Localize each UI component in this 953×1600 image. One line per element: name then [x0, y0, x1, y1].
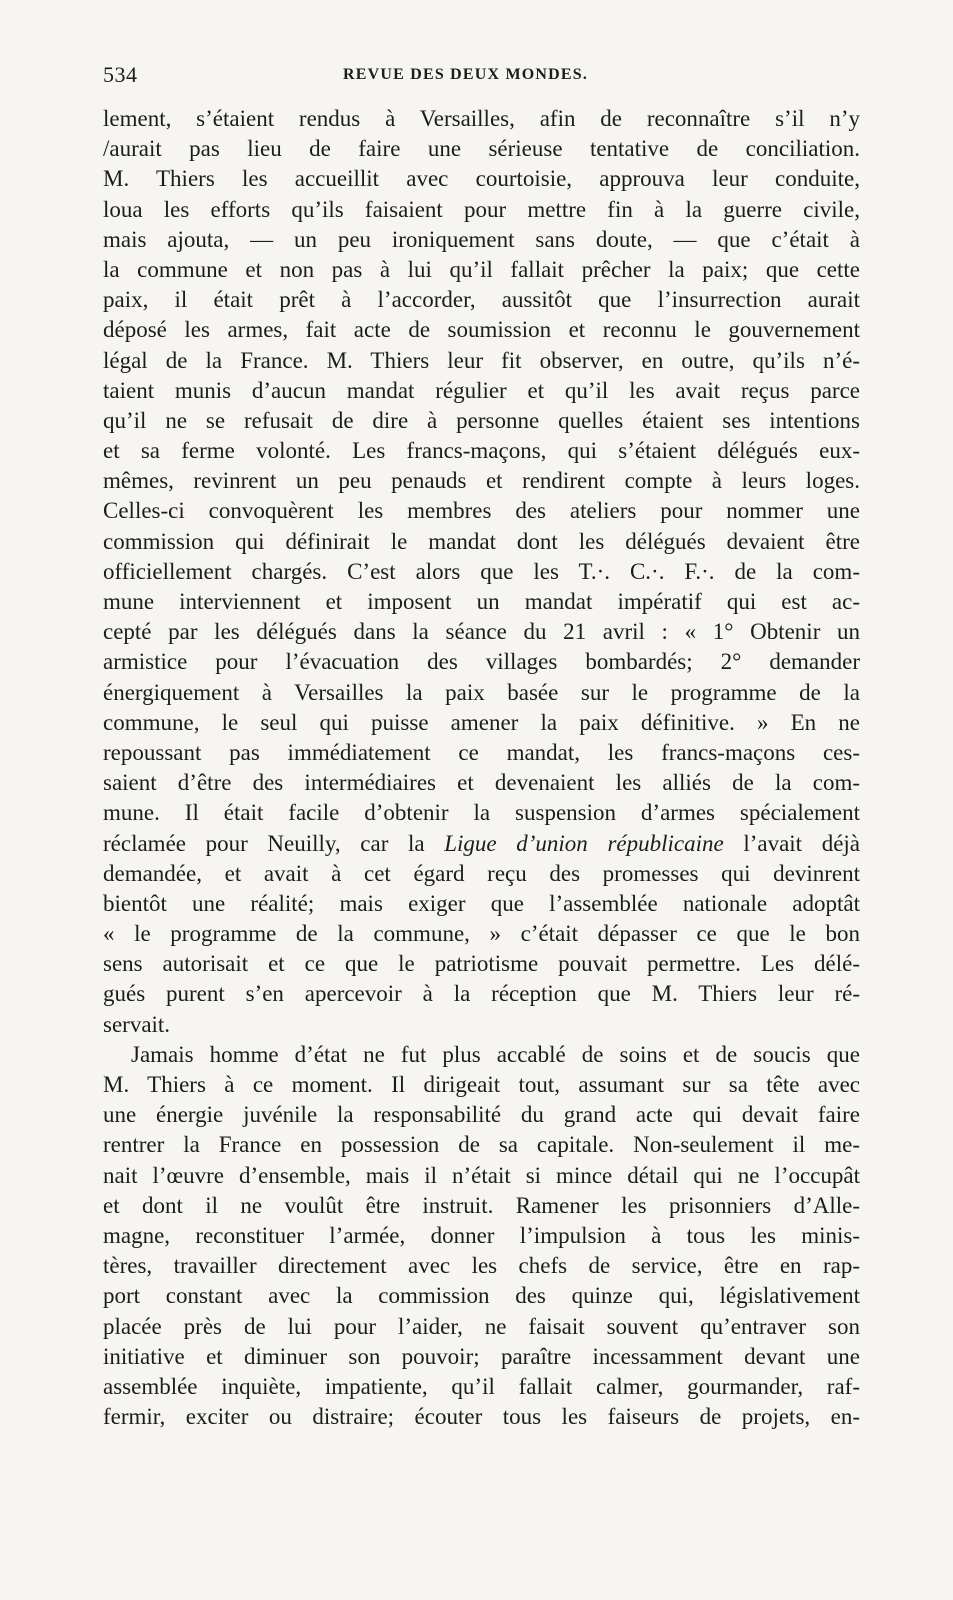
text-line: loua les efforts qu’ils faisaient pour mettre fin à la guerre civile, — [103, 196, 860, 222]
text-line: assemblée inquiète, impatiente, qu’il fallait calmer, gourmander, raf- — [103, 1373, 860, 1399]
text-line: cepté par les délégués dans la séance du 21 avril : « 1° Obtenir un — [103, 619, 860, 645]
text-line: /aurait pas lieu de faire une sérieuse tentative de conciliation. — [103, 136, 860, 162]
text-line: repoussant pas immédiatement ce mandat, les francs-maçons ces- — [103, 739, 860, 765]
italic-title: Ligue d’union républicaine — [444, 830, 724, 856]
text-line: mune. Il était facile d’obtenir la suspension d’armes spécialement — [103, 800, 860, 826]
text-line: saient d’être des intermédiaires et devenaient les alliés de la com- — [103, 770, 860, 796]
text-line: mune interviennent et imposent un mandat impératif qui est ac- — [103, 589, 860, 614]
text-line: une énergie juvénile la responsabilité du grand acte qui devait faire — [103, 1102, 860, 1128]
text-line: armistice pour l’évacuation des villages bombardés; 2° demander — [103, 649, 860, 675]
text-line: légal de la France. M. Thiers leur fit observer, en outre, qu’ils n’é- — [103, 347, 860, 373]
text-line: initiative et diminuer son pouvoir; paraître incessamment devant une — [103, 1343, 860, 1369]
text-line: et sa ferme volonté. Les francs-maçons, qui s’étaient délégués eux- — [103, 438, 860, 464]
text-line: rentrer la France en possession de sa capitale. Non-seulement il me- — [103, 1132, 860, 1158]
text-line: mais ajouta, — un peu ironiquement sans doute, — que c’était à — [103, 226, 860, 252]
text-line: placée près de lui pour l’aider, ne faisait souvent qu’entraver son — [103, 1313, 860, 1339]
text-line: commission qui définirait le mandat dont les délégués devaient être — [103, 528, 860, 554]
text-line: magne, reconstituer l’armée, donner l’impulsion à tous les minis- — [103, 1222, 860, 1248]
text-line: « le programme de la commune, » c’était dépasser ce que le bon — [103, 921, 860, 947]
text-segment: l’avait déjà — [723, 830, 861, 856]
text-line: port constant avec la commission des quinze qui, législativement — [103, 1283, 860, 1309]
text-line: énergiquement à Versailles la paix basée sur le programme de la — [103, 679, 860, 705]
text-line: gués purent s’en apercevoir à la réception que M. Thiers leur ré- — [103, 981, 860, 1007]
journal-title: REVUE DES DEUX MONDES. — [343, 66, 589, 83]
running-head — [103, 62, 860, 92]
text-line: demandée, et avait à cet égard reçu des promesses qui devinrent — [103, 860, 860, 886]
text-line: lement, s’étaient rendus à Versailles, afin de reconnaître s’il n’y — [103, 106, 860, 131]
body-text — [103, 104, 860, 1432]
text-line: et dont il ne voulût être instruit. Ramener les prisonniers d’Alle- — [103, 1192, 860, 1218]
text-line: paix, il était prêt à l’accorder, aussitôt que l’insurrection aurait — [103, 287, 860, 313]
text-line: la commune et non pas à lui qu’il fallait prêcher la paix; que cette — [103, 256, 860, 282]
text-line: taient munis d’aucun mandat régulier et qu’il les avait reçus parce — [103, 377, 860, 403]
text-line: nait l’œuvre d’ensemble, mais il n’était si mince détail qui ne l’occupât — [103, 1162, 860, 1188]
page-number: 534 — [103, 62, 138, 87]
text-line: fermir, exciter ou distraire; écouter tous les faiseurs de projets, en- — [103, 1404, 860, 1430]
text-line: M. Thiers les accueillit avec courtoisie, approuva leur conduite, — [103, 166, 860, 192]
text-line: Jamais homme d’état ne fut plus accablé de soins et de soucis que — [131, 1041, 860, 1067]
text-line: déposé les armes, fait acte de soumission et reconnu le gouvernement — [103, 317, 860, 343]
text-line: Celles-ci convoquèrent les membres des ateliers pour nommer une — [103, 498, 860, 524]
text-line — [103, 829, 860, 859]
text-line: M. Thiers à ce moment. Il dirigeait tout, assumant sur sa tête avec — [103, 1072, 860, 1097]
text-line: servait. — [103, 1011, 171, 1037]
text-line: officiellement chargés. C’est alors que les T.·. C.·. F.·. de la com- — [103, 558, 860, 584]
text-segment: réclamée pour Neuilly, car la — [103, 830, 445, 856]
text-line: sens autorisait et ce que le patriotisme pouvait permettre. Les délé- — [103, 951, 860, 977]
text-line: mêmes, revinrent un peu penauds et rendirent compte à leurs loges. — [103, 468, 860, 494]
text-line: qu’il ne se refusait de dire à personne quelles étaient ses intentions — [103, 407, 860, 433]
text-line: tères, travailler directement avec les chefs de service, être en rap- — [103, 1253, 860, 1279]
text-line: bientôt une réalité; mais exiger que l’assemblée nationale adoptât — [103, 890, 860, 916]
text-line: commune, le seul qui puisse amener la paix définitive. » En ne — [103, 709, 860, 735]
